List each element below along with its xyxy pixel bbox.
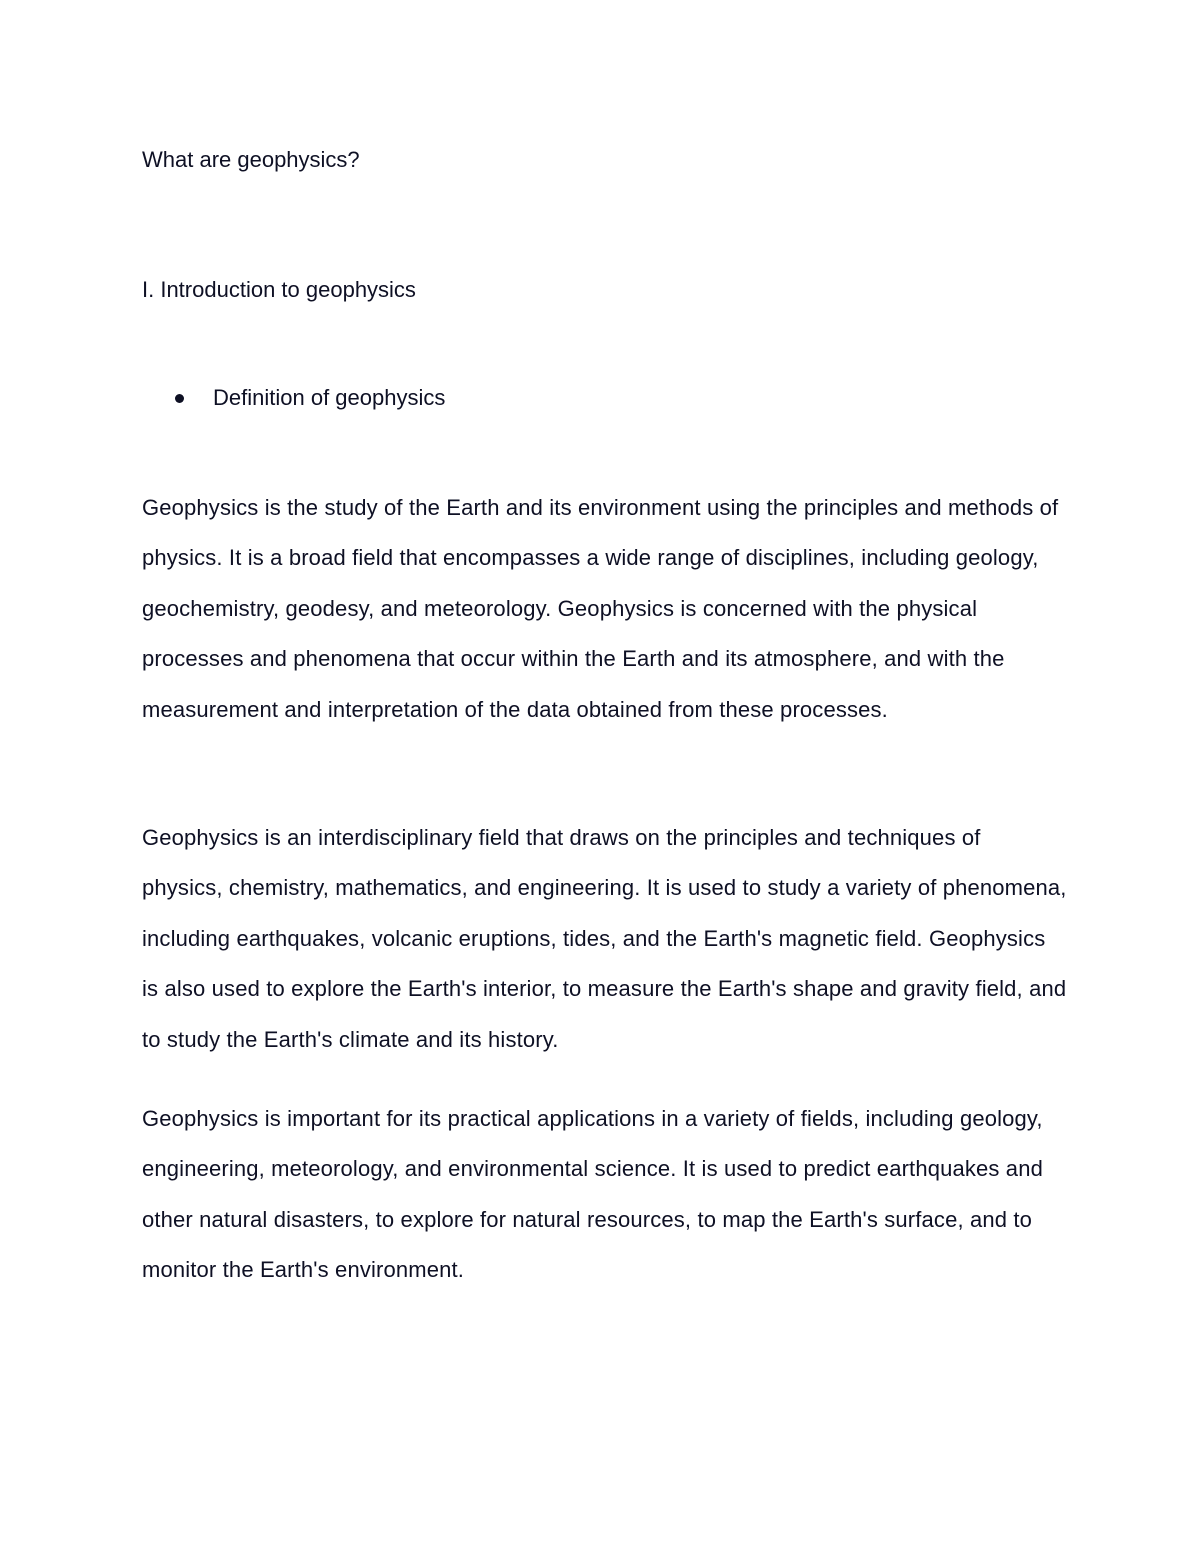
bullet-list bbox=[142, 381, 445, 415]
body-paragraph-interdisciplinary: Geophysics is an interdisciplinary field that draws on the principles and techniques of physics, chemistry, mathematics, and engineering. It is used to study a variety of phenomena, including earthquakes, volcanic eruptions, tides, and the Earth's magnetic field. Geophysics is also used to explore the Earth's interior, to measure the Earth's shape and gravity field, and to study the Earth's climate and its history. bbox=[142, 825, 1067, 1052]
body-paragraph-definition: Geophysics is the study of the Earth and its environment using the principles and methods of physics. It is a broad field that encompasses a wide range of disciplines, including geology, geochemistry, geodesy, and meteorology. Geophysics is concerned with the physical processes and phenomena that occur within the Earth and its atmosphere, and with the measurement and interpretation of the data obtained from these processes. bbox=[142, 495, 1059, 722]
bullet-item-text: Definition of geophysics bbox=[213, 385, 446, 410]
bullet-item bbox=[142, 381, 445, 415]
body-paragraph-applications: Geophysics is important for its practical applications in a variety of fields, including geology, engineering, meteorology, and environmental science. It is used to predict earthquakes and other natural disasters, to explore for natural resources, to map the Earth's surface, and to monitor the Earth's environment. bbox=[142, 1106, 1043, 1283]
bullet-dot-icon bbox=[175, 394, 184, 403]
section-heading: I. Introduction to geophysics bbox=[142, 277, 416, 302]
document-title: What are geophysics? bbox=[142, 147, 360, 172]
